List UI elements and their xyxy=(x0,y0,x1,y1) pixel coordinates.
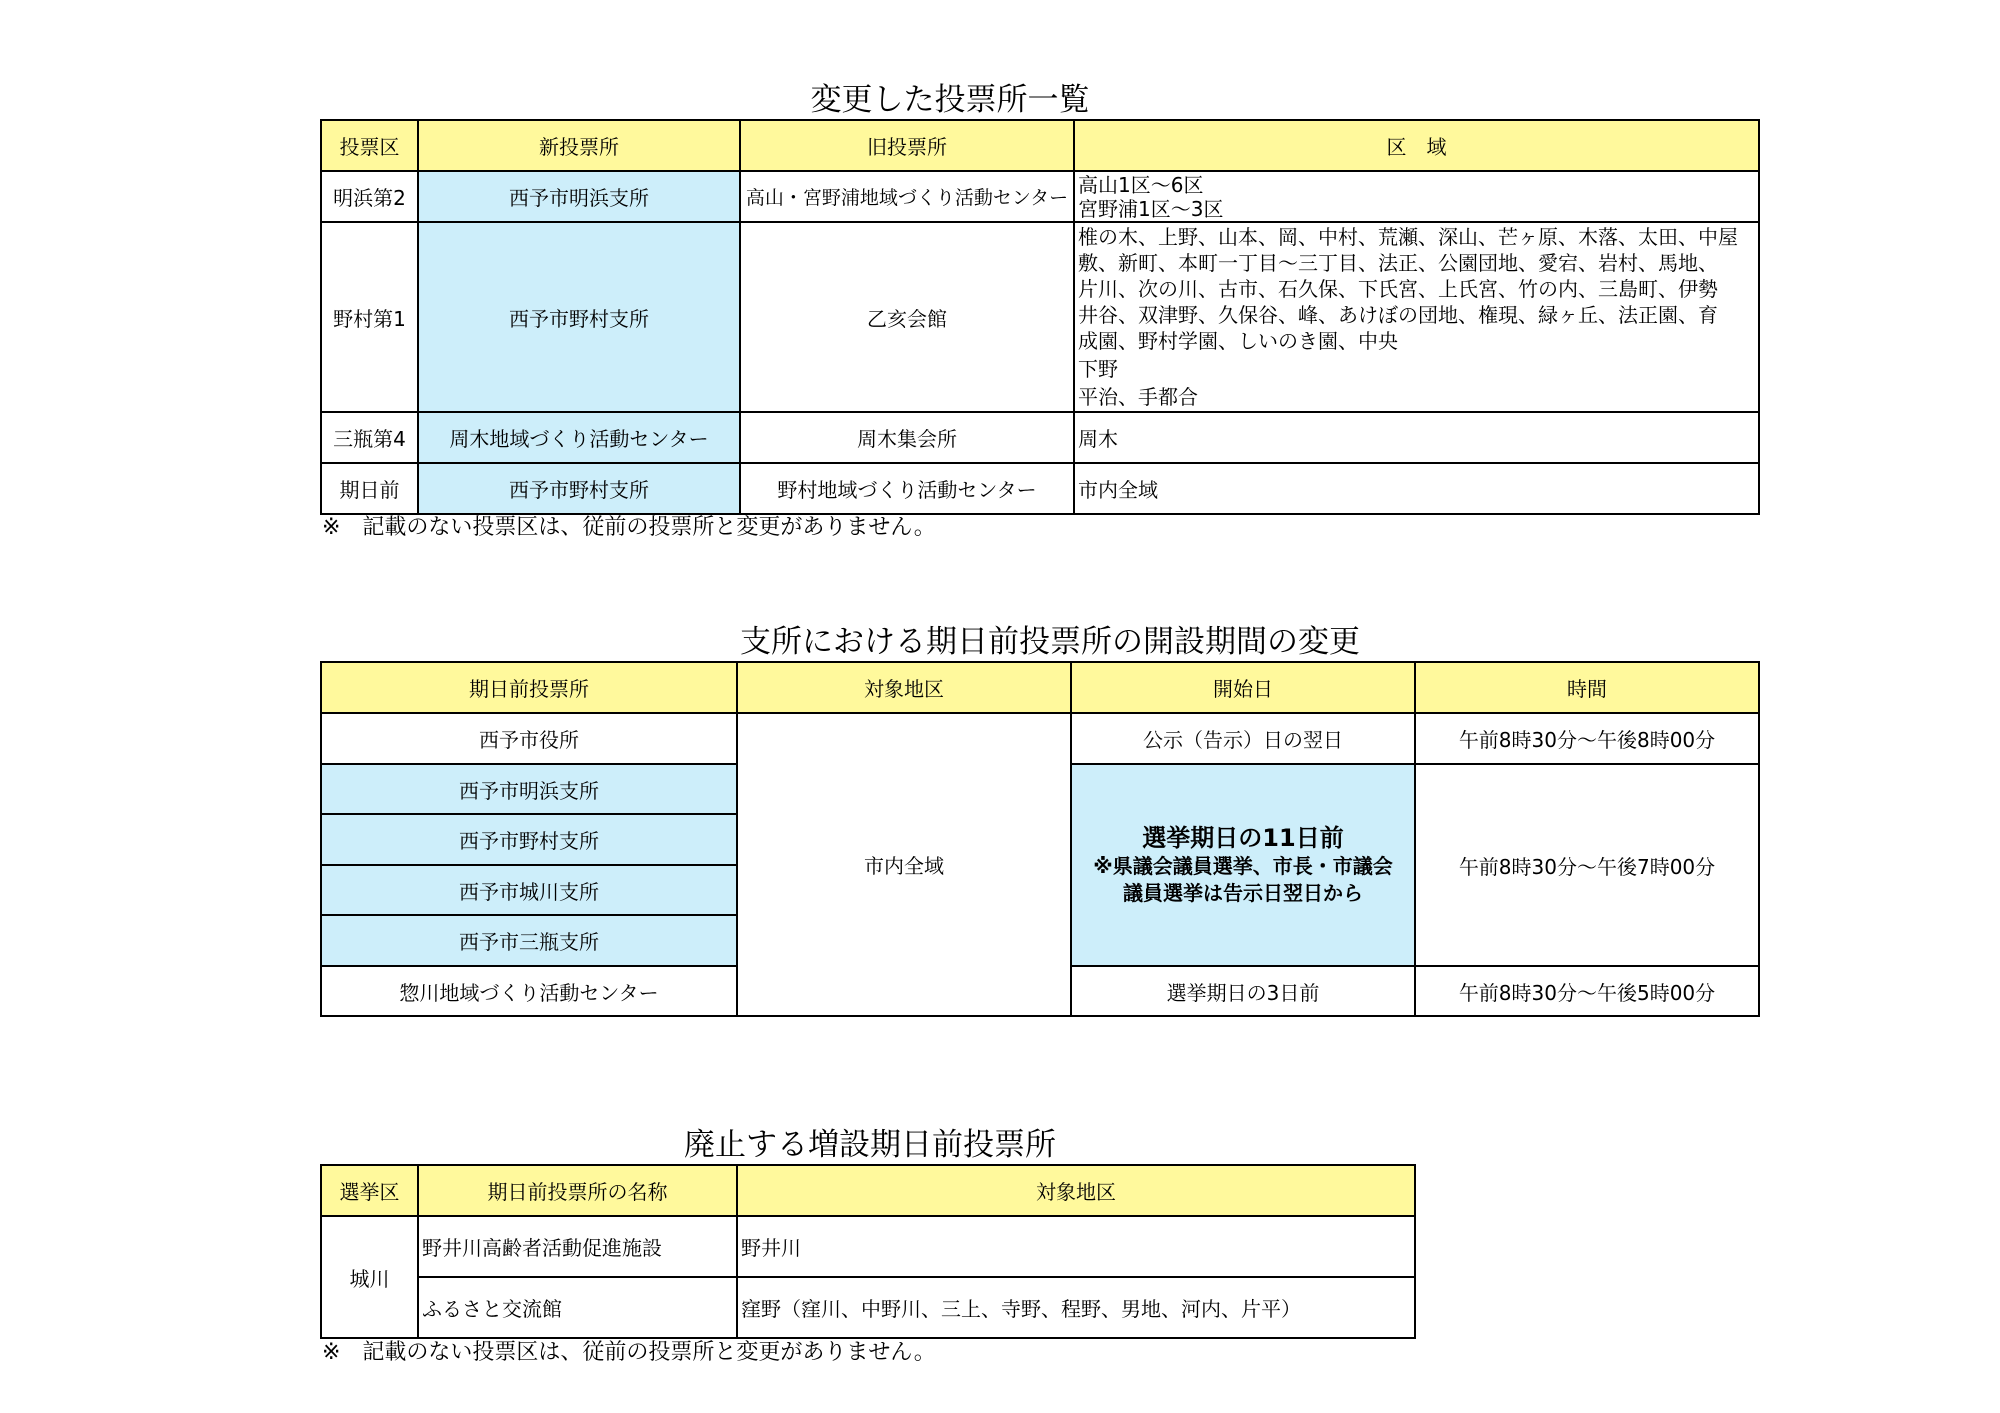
place-cell: 惣川地域づくり活動センター xyxy=(321,966,737,1016)
old-station-cell: 乙亥会館 xyxy=(740,222,1074,412)
table-row xyxy=(321,1277,1415,1338)
table-row xyxy=(321,222,1759,412)
changed-polling-stations-table xyxy=(320,119,1760,515)
target-area-cell: 市内全域 xyxy=(737,713,1071,1016)
hours-cell: 午前8時30分～午後7時00分 xyxy=(1415,764,1759,966)
area-cell xyxy=(1074,222,1759,412)
header-start-day: 開始日 xyxy=(1071,662,1415,713)
header-target-area: 対象地区 xyxy=(737,662,1071,713)
header-old-station: 旧投票所 xyxy=(740,120,1074,171)
area-line: 片川、次の川、古市、石久保、下氏宮、上氏宮、竹の内、三島町、伊勢 xyxy=(1078,277,1718,301)
district-cell: 三瓶第4 xyxy=(321,412,418,463)
section3-note: ※ 記載のない投票区は、従前の投票所と変更がありません。 xyxy=(322,1340,936,1365)
district-cell: 城川 xyxy=(321,1216,418,1338)
area-line: 宮野浦1区～3区 xyxy=(1078,197,1224,221)
station-name-cell: 野井川高齢者活動促進施設 xyxy=(418,1216,737,1277)
old-station-cell: 高山・宮野浦地域づくり活動センター xyxy=(740,171,1074,222)
new-station-cell: 西予市野村支所 xyxy=(418,463,740,514)
area-line: 敷、新町、本町一丁目～三丁目、法正、公園団地、愛宕、岩村、馬地、 xyxy=(1078,251,1718,275)
district-cell: 期日前 xyxy=(321,463,418,514)
start-day-note: 議員選挙は告示日翌日から xyxy=(1123,881,1363,905)
place-cell: 西予市明浜支所 xyxy=(321,764,737,814)
hours-cell: 午前8時30分～午後8時00分 xyxy=(1415,713,1759,764)
table-row xyxy=(321,463,1759,514)
start-day-cell: 公示（告示）日の翌日 xyxy=(1071,713,1415,764)
old-station-cell: 周木集会所 xyxy=(740,412,1074,463)
hours-cell: 午前8時30分～午後5時00分 xyxy=(1415,966,1759,1016)
section1-title: 変更した投票所一覧 xyxy=(810,82,1090,118)
area-line: 成園、野村学園、しいのき園、中央 xyxy=(1078,329,1398,353)
section1-note: ※ 記載のない投票区は、従前の投票所と変更がありません。 xyxy=(322,515,936,540)
table-row xyxy=(321,171,1759,222)
new-station-cell: 周木地域づくり活動センター xyxy=(418,412,740,463)
start-day-main: 選挙期日の11日前 xyxy=(1142,824,1344,852)
table-row xyxy=(321,1216,1415,1277)
header-new-station: 新投票所 xyxy=(418,120,740,171)
table-header-row xyxy=(321,120,1759,171)
area-line: 椎の木、上野、山本、岡、中村、荒瀬、深山、芒ヶ原、木落、太田、中屋 xyxy=(1078,225,1738,249)
advance-voting-period-table xyxy=(320,661,1760,1017)
area-cell: 周木 xyxy=(1074,412,1759,463)
area-line: 平治、手都合 xyxy=(1078,385,1198,409)
area-cell xyxy=(1074,171,1759,222)
header-station-name: 期日前投票所の名称 xyxy=(418,1165,737,1216)
start-day-cell: 選挙期日の3日前 xyxy=(1071,966,1415,1016)
start-day-cell xyxy=(1071,764,1415,966)
table-row xyxy=(321,713,1759,764)
place-cell: 西予市三瓶支所 xyxy=(321,915,737,966)
area-cell: 市内全域 xyxy=(1074,463,1759,514)
header-hours: 時間 xyxy=(1415,662,1759,713)
header-advance-station: 期日前投票所 xyxy=(321,662,737,713)
header-target-area: 対象地区 xyxy=(737,1165,1415,1216)
section2-title: 支所における期日前投票所の開設期間の変更 xyxy=(740,624,1360,660)
area-line: 下野 xyxy=(1078,357,1118,381)
area-line: 高山1区～6区 xyxy=(1078,173,1204,197)
district-cell: 野村第1 xyxy=(321,222,418,412)
new-station-cell: 西予市野村支所 xyxy=(418,222,740,412)
start-day-note: ※県議会議員選挙、市長・市議会 xyxy=(1093,854,1393,878)
section3-title: 廃止する増設期日前投票所 xyxy=(684,1127,1056,1163)
station-name-cell: ふるさと交流館 xyxy=(418,1277,737,1338)
target-area-cell: 野井川 xyxy=(737,1216,1415,1277)
table-header-row xyxy=(321,662,1759,713)
abolished-advance-stations-table xyxy=(320,1164,1416,1339)
header-area: 区 域 xyxy=(1074,120,1759,171)
table-row xyxy=(321,412,1759,463)
header-electoral-district: 選挙区 xyxy=(321,1165,418,1216)
old-station-cell: 野村地域づくり活動センター xyxy=(740,463,1074,514)
target-area-cell: 窪野（窪川、中野川、三上、寺野、程野、男地、河内、片平） xyxy=(737,1277,1415,1338)
place-cell: 西予市城川支所 xyxy=(321,865,737,915)
header-district: 投票区 xyxy=(321,120,418,171)
place-cell: 西予市野村支所 xyxy=(321,814,737,865)
table-header-row xyxy=(321,1165,1415,1216)
place-cell: 西予市役所 xyxy=(321,713,737,764)
new-station-cell: 西予市明浜支所 xyxy=(418,171,740,222)
district-cell: 明浜第2 xyxy=(321,171,418,222)
area-line: 井谷、双津野、久保谷、峰、あけぼの団地、権現、緑ヶ丘、法正園、育 xyxy=(1078,303,1718,327)
